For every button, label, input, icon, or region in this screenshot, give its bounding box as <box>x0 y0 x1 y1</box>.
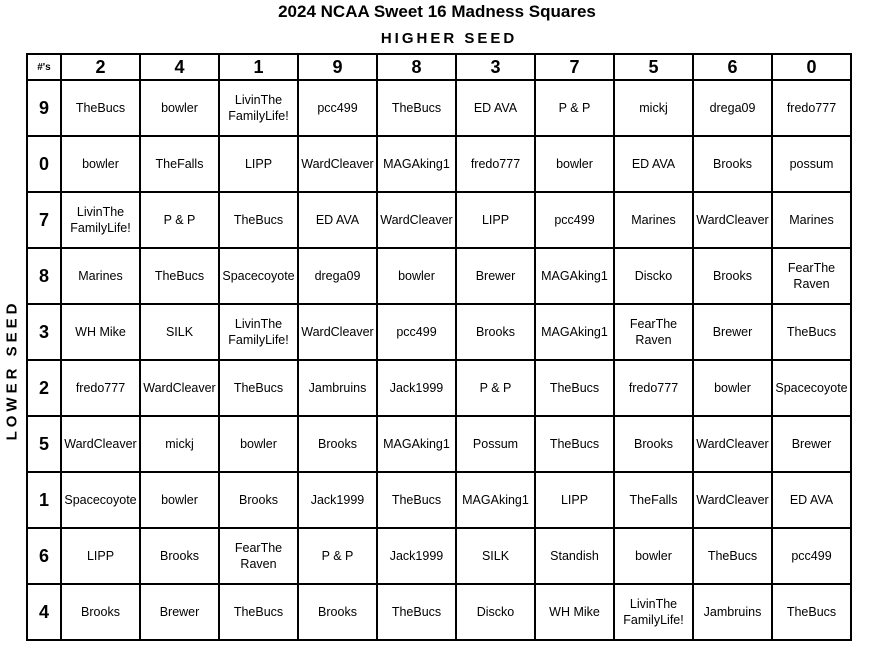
column-number: 4 <box>140 54 219 80</box>
square-cell: Brooks <box>298 584 377 640</box>
square-cell: Spacecoyote <box>772 360 851 416</box>
square-cell: Brooks <box>140 528 219 584</box>
square-cell: TheBucs <box>377 584 456 640</box>
grid-row <box>27 248 851 304</box>
square-cell: bowler <box>535 136 614 192</box>
square-cell: fredo777 <box>61 360 140 416</box>
square-cell: Standish <box>535 528 614 584</box>
square-cell: P & P <box>298 528 377 584</box>
square-cell: Marines <box>772 192 851 248</box>
square-cell: Discko <box>456 584 535 640</box>
square-cell: WardCleaver <box>61 416 140 472</box>
square-cell: Brooks <box>456 304 535 360</box>
square-cell: LIPP <box>61 528 140 584</box>
square-cell: Jambruins <box>693 584 772 640</box>
higher-seed-label: HIGHER SEED <box>380 30 518 47</box>
square-cell: Jack1999 <box>377 528 456 584</box>
square-cell: P & P <box>456 360 535 416</box>
square-cell: bowler <box>693 360 772 416</box>
square-cell: bowler <box>140 472 219 528</box>
column-number: 8 <box>377 54 456 80</box>
column-number: 0 <box>772 54 851 80</box>
square-cell: ED AVA <box>456 80 535 136</box>
square-cell: FearThe Raven <box>772 248 851 304</box>
square-cell: LIPP <box>456 192 535 248</box>
row-number: 6 <box>27 528 61 584</box>
square-cell: TheBucs <box>377 472 456 528</box>
lower-seed-label-container <box>2 280 22 460</box>
grid-row <box>27 136 851 192</box>
square-cell: TheBucs <box>693 528 772 584</box>
square-cell: LivinThe FamilyLife! <box>614 584 693 640</box>
square-cell: pcc499 <box>772 528 851 584</box>
square-cell: bowler <box>140 80 219 136</box>
square-cell: mickj <box>140 416 219 472</box>
square-cell: LivinThe FamilyLife! <box>61 192 140 248</box>
square-cell: TheFalls <box>140 136 219 192</box>
square-cell: TheBucs <box>61 80 140 136</box>
column-number: 3 <box>456 54 535 80</box>
square-cell: Jack1999 <box>298 472 377 528</box>
grid-row <box>27 304 851 360</box>
square-cell: bowler <box>61 136 140 192</box>
corner-cell: #'s <box>27 54 61 80</box>
square-cell: FearThe Raven <box>614 304 693 360</box>
square-cell: Possum <box>456 416 535 472</box>
square-cell: LIPP <box>535 472 614 528</box>
row-number: 5 <box>27 416 61 472</box>
row-number: 7 <box>27 192 61 248</box>
square-cell: LivinThe FamilyLife! <box>219 304 298 360</box>
square-cell: bowler <box>614 528 693 584</box>
square-cell: Brewer <box>456 248 535 304</box>
square-cell: WH Mike <box>535 584 614 640</box>
column-number: 5 <box>614 54 693 80</box>
grid-row <box>27 80 851 136</box>
square-cell: MAGAking1 <box>535 248 614 304</box>
column-number: 7 <box>535 54 614 80</box>
square-cell: Jambruins <box>298 360 377 416</box>
square-cell: WardCleaver <box>693 472 772 528</box>
row-number: 8 <box>27 248 61 304</box>
square-cell: bowler <box>219 416 298 472</box>
square-cell: ED AVA <box>298 192 377 248</box>
square-cell: WardCleaver <box>140 360 219 416</box>
square-cell: pcc499 <box>535 192 614 248</box>
page-title: 2024 NCAA Sweet 16 Madness Squares <box>278 2 596 21</box>
square-cell: TheBucs <box>772 304 851 360</box>
square-cell: possum <box>772 136 851 192</box>
square-cell: FearThe Raven <box>219 528 298 584</box>
square-cell: TheBucs <box>219 584 298 640</box>
square-cell: Brooks <box>693 248 772 304</box>
square-cell: Spacecoyote <box>61 472 140 528</box>
square-cell: fredo777 <box>614 360 693 416</box>
square-cell: Brewer <box>772 416 851 472</box>
square-cell: MAGAking1 <box>535 304 614 360</box>
square-cell: ED AVA <box>772 472 851 528</box>
square-cell: TheBucs <box>377 80 456 136</box>
square-cell: Brooks <box>614 416 693 472</box>
square-cell: drega09 <box>298 248 377 304</box>
square-cell: TheBucs <box>772 584 851 640</box>
square-cell: Discko <box>614 248 693 304</box>
square-cell: SILK <box>140 304 219 360</box>
row-number: 1 <box>27 472 61 528</box>
square-cell: pcc499 <box>377 304 456 360</box>
grid-row <box>27 584 851 640</box>
square-cell: fredo777 <box>456 136 535 192</box>
square-cell: Jack1999 <box>377 360 456 416</box>
square-cell: Brooks <box>219 472 298 528</box>
square-cell: Brewer <box>140 584 219 640</box>
square-cell: MAGAking1 <box>456 472 535 528</box>
squares-grid <box>26 53 852 641</box>
row-number: 0 <box>27 136 61 192</box>
square-cell: P & P <box>535 80 614 136</box>
lower-seed-label: LOWER SEED <box>3 299 21 441</box>
square-cell: pcc499 <box>298 80 377 136</box>
grid-row <box>27 416 851 472</box>
square-cell: WardCleaver <box>693 416 772 472</box>
row-number: 4 <box>27 584 61 640</box>
square-cell: WardCleaver <box>377 192 456 248</box>
column-number: 9 <box>298 54 377 80</box>
column-number: 2 <box>61 54 140 80</box>
grid-row <box>27 472 851 528</box>
square-cell: mickj <box>614 80 693 136</box>
column-number: 1 <box>219 54 298 80</box>
square-cell: TheBucs <box>219 360 298 416</box>
square-cell: drega09 <box>693 80 772 136</box>
square-cell: WH Mike <box>61 304 140 360</box>
square-cell: Marines <box>614 192 693 248</box>
square-cell: MAGAking1 <box>377 136 456 192</box>
square-cell: WardCleaver <box>298 136 377 192</box>
square-cell: P & P <box>140 192 219 248</box>
grid-row <box>27 528 851 584</box>
square-cell: TheBucs <box>535 416 614 472</box>
square-cell: Brooks <box>61 584 140 640</box>
grid-row <box>27 360 851 416</box>
square-cell: LIPP <box>219 136 298 192</box>
header-row <box>27 54 851 80</box>
square-cell: WardCleaver <box>298 304 377 360</box>
square-cell: Brooks <box>693 136 772 192</box>
square-cell: TheBucs <box>219 192 298 248</box>
square-cell: WardCleaver <box>693 192 772 248</box>
square-cell: Brewer <box>693 304 772 360</box>
square-cell: Marines <box>61 248 140 304</box>
row-number: 9 <box>27 80 61 136</box>
square-cell: MAGAking1 <box>377 416 456 472</box>
row-number: 3 <box>27 304 61 360</box>
square-cell: fredo777 <box>772 80 851 136</box>
square-cell: LivinThe FamilyLife! <box>219 80 298 136</box>
row-number: 2 <box>27 360 61 416</box>
square-cell: Spacecoyote <box>219 248 298 304</box>
column-number: 6 <box>693 54 772 80</box>
grid-row <box>27 192 851 248</box>
square-cell: bowler <box>377 248 456 304</box>
square-cell: Brooks <box>298 416 377 472</box>
square-cell: TheBucs <box>140 248 219 304</box>
square-cell: TheBucs <box>535 360 614 416</box>
square-cell: SILK <box>456 528 535 584</box>
square-cell: ED AVA <box>614 136 693 192</box>
square-cell: TheFalls <box>614 472 693 528</box>
